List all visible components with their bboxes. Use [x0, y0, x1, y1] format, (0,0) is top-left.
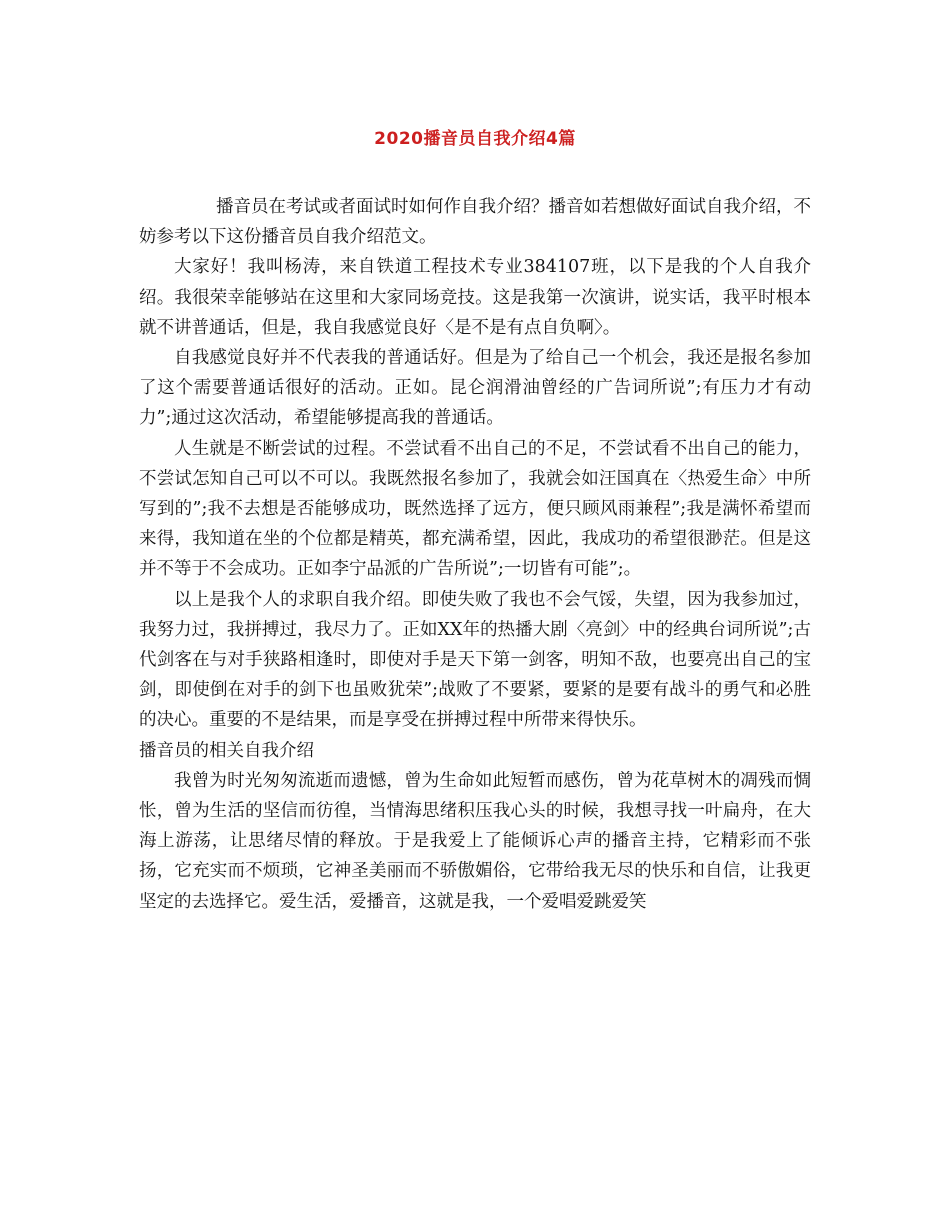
body-paragraph: 以上是我个人的求职自我介绍。即使失败了我也不会气馁，失望，因为我参加过，我努力过，我拼搏过，我尽力了。正如XX年的热播大剧〈亮剑〉中的经典台词所说”;古代剑客在与对手狭路相逢时，即使对手是天下第一剑客，明知不敌，也要亮出自己的宝剑，即使倒在对手的剑下也虽败犹荣”;战败了不要紧，要紧的是要有战斗的勇气和必胜的决心。重要的不是结果，而是享受在拼搏过程中所带来得快乐。: [139, 589, 811, 731]
document-title: 2020播音员自我介绍4篇: [374, 129, 576, 149]
section-heading: 播音员的相关自我介绍: [139, 740, 314, 761]
body-paragraph: 自我感觉良好并不代表我的普通话好。但是为了给自己一个机会，我还是报名参加了这个需要普通话很好的活动。正如。昆仑润滑油曾经的广告词所说”;有压力才有动力”;通过这次活动，希望能够提高我的普通话。: [139, 348, 811, 429]
body-paragraph: 大家好！我叫杨涛，来自铁道工程技术专业384107班，以下是我的个人自我介绍。我很荣幸能够站在这里和大家同场竞技。这是我第一次演讲，说实话，我平时根本就不讲普通话，但是，我自我感觉良好〈是不是有点自负啊〉。: [139, 257, 811, 338]
body-paragraph: 人生就是不断尝试的过程。不尝试看不出自己的不足，不尝试看不出自己的能力，不尝试怎知自己可以不可以。我既然报名参加了，我就会如汪国真在〈热爱生命〉中所写到的”;我不去想是否能够成功，既然选择了远方，便只顾风雨兼程”;我是满怀希望而来得，我知道在坐的个位都是精英，都充满希望，因此，我成功的希望很渺茫。但是这并不等于不会成功。正如李宁品派的广告所说”;一切皆有可能”;。: [139, 438, 811, 580]
document-body: [139, 192, 811, 917]
intro-paragraph: 播音员在考试或者面试时如何作自我介绍？播音如若想做好面试自我介绍，不妨参考以下这份播音员自我介绍范文。: [139, 197, 811, 248]
body-paragraph: 我曾为时光匆匆流逝而遗憾，曾为生命如此短暂而感伤，曾为花草树木的凋残而惆怅，曾为生活的坚信而彷徨，当情海思绪积压我心头的时候，我想寻找一叶扁舟，在大海上游荡，让思绪尽情的释放。于是我爱上了能倾诉心声的播音主持，它精彩而不张扬，它充实而不烦琐，它神圣美丽而不骄傲媚俗，它带给我无尽的快乐和自信，让我更坚定的去选择它。爱生活，爱播音，这就是我，一个爱唱爱跳爱笑: [139, 770, 811, 912]
